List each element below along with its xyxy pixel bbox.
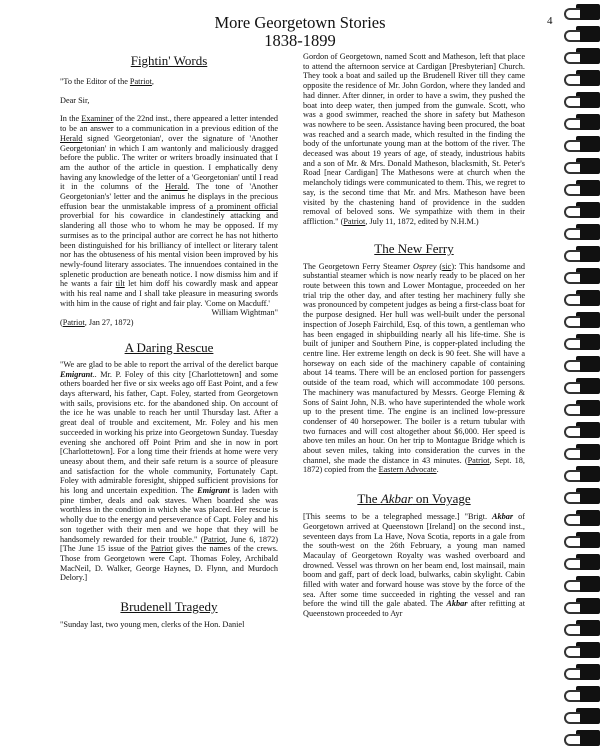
- binding-ring: [564, 206, 580, 218]
- ferry-body: The Georgetown Ferry Steamer Osprey (sic): This handsome and substantial steamer which is now nearly ready to be placed on her route between this town and Lower Montague, proceeded on her trial trip the other day, and after testing her machinery fully she was pronounced by competent judges as being a first-class boat for the purpose designed. Her hull was well-built under the personal inspection of Joseph Fairchild, Esq. of this town, a gentleman who has been engaged in shipbuilding nearly all his life-time. She is built of juniper and Southern Pine, is copper-plated including the centre line. Her extreme length on deck is 90 feet. She will have a horseway on each side of the machinery capable of containing about 14 teams. There will be an enclosed portion for passengers outside of the team road, which will accommodate 100 persons. The machinery was manufactured by Messrs. George Fleming & Sons of Saint John, N.B. who have superintended the whole work up to the present time. The engine is an inclined low-pressure condenser of 40 horsepower. The boiler is a return tubular with two furnaces and will cost altogether about $6,000. Her speed is above ten miles an hour. On her trip to Montague Bridge which is about seven miles, taking into consideration the curves in the channel, she made the distance in 43 minutes. (Patriot, Sept. 18, 1872) copied from the Eastern Advocate.: [303, 261, 525, 475]
- binding-ring: [564, 668, 580, 680]
- page-title-line2: 1838-1899: [264, 31, 336, 50]
- fightin-dear: Dear Sir,: [60, 95, 90, 105]
- binding-ring: [564, 74, 580, 86]
- binding-ring: [564, 514, 580, 526]
- binding-ring: [564, 118, 580, 130]
- fightin-heading: Fightin' Words: [130, 53, 208, 68]
- binding-ring: [564, 294, 580, 306]
- binding-ring: [564, 734, 580, 746]
- binding-ring: [564, 602, 580, 614]
- tragedy-body-cont: Gordon of Georgetown, named Scott and Matheson, left that place to attend the afternoon service at Cardigan [Presbyterian] Church. They took a boat and sailed up the Brudenell River till they came opposite the residence of Mr. John Gordon, where they landed and had dinner. After dinner, in order to have a swim, they pushed the boat into deep water, then jumped from the gunwale. Scott, who was a good swimmer, reached the shore in safety but Matheson was nowhere to be seen. Assistance having been procured, the boat was reached and a search made, which resulted in the finding the body of the unfortunate young man at the bottom of the river. The deceased was about 19 years of age, of steady, industrious habits and a son of Mr. & Mrs. Donald Matheson, blacksmith, St. Peter's Road [near Cardigan] The Mathesons were at church when the melancholy tidings were communicated to them. This, we regret to say, is the second time that Mr. and Mrs. Matheson have been visited by the chastening hand of providence in the sudden removal of beloved sons. We sympathize with them in their affliction." (Patriot, July 11, 1872, edited by N.H.M.): [303, 52, 525, 226]
- binding-ring: [564, 30, 580, 42]
- tragedy-body-start: "Sunday last, two young men, clerks of the Hon. Daniel: [60, 620, 245, 630]
- fightin-citation: (Patriot, Jan 27, 1872): [60, 318, 134, 328]
- binding-ring: [564, 646, 580, 658]
- binding-ring: [564, 316, 580, 328]
- binding-ring: [564, 338, 580, 350]
- binding-ring: [564, 228, 580, 240]
- left-column: [60, 54, 278, 630]
- binding-ring: [564, 558, 580, 570]
- binding-ring: [564, 404, 580, 416]
- akbar-body: [This seems to be a telegraphed message.] "Brigt. Akbar of Georgetown arrived at Queenstown [Ireland] on the second inst., seventeen days from La Have, Nova Scotia, reports in a gale from the south-west on the 26th February, a young man named Macaulay of Georgetown Royalty was washed overboard and drowned. Vessel was thrown on her beam end, lost mainsail, main boom and gaff, part of deck load, bulwarks, cabin skylight. Cabin filled with water and forward house was stove by the force of the sea. After some time succeeded in righting the vessel and ran before the wind till the gale abated. The Akbar after refitting at Queenstown proceeded to Ayr: [303, 512, 526, 619]
- binding-ring: [564, 382, 580, 394]
- binding-ring: [564, 250, 580, 262]
- page-title-line1: More Georgetown Stories: [214, 13, 386, 32]
- binding-ring: [564, 448, 580, 460]
- binding-ring: [564, 272, 580, 284]
- binding-ring: [564, 712, 580, 724]
- binding-ring: [564, 536, 580, 548]
- binding-ring: [564, 426, 580, 438]
- binding-ring: [564, 140, 580, 152]
- binding-ring: [564, 690, 580, 702]
- binding-ring: [564, 470, 580, 482]
- binding-ring: [564, 184, 580, 196]
- binding-ring: [564, 492, 580, 504]
- right-column: [303, 52, 525, 619]
- binding-ring: [564, 8, 580, 20]
- rescue-body: "We are glad to be able to report the arrival of the derelict barque Emigrant.. Mr. P. Foley of this city [Charlottetown] and some others boarded her five or six weeks ago off East Point, and a few days afterward, his father, Capt. Foley, started from Georgetown with sails, provisions etc. for the abandoned ship. On account of the ice he was unable to reach her until Thursday last. After a great deal of trouble and excitement, Mr. Foley and his men succeeded in working his prize into Georgetown Sunday. Tuesday evening she anchored off Point Prim and she in now in port [Charlottetown]. For a long time their friends at home were very uneasy about them, and their safe return is a source of pleasure and satisfaction for the whole community, Fortunately Capt. Foley with admirable foresight, shipped sufficient provisions for his long and uncertain expedition. The Emigrant is laden with pine timber, deals and oak staves. When boarded she was worthless in the condition in which she was placed. Her rescue is wholly due to the energy and perseverance of Capt. Foley and his son together with their men and we hope that they will be handsomely rewarded for their trouble." (Patriot, June 6, 1872) [The June 15 issue of the Patriot gives the names of the crews. Those from Georgetown were Capt. Thomas Foley, Archibald MacNeil, D. Walker, George Haynes, D. Flynn, and Murdoch Delory.]: [60, 359, 278, 583]
- ferry-heading: The New Ferry: [374, 240, 454, 256]
- akbar-heading: The Akbar on Voyage: [357, 491, 471, 507]
- rescue-heading: A Daring Rescue: [124, 339, 214, 355]
- binding-ring: [564, 162, 580, 174]
- fightin-signature: William Wightman": [211, 308, 278, 318]
- spiral-binding: [568, 0, 600, 754]
- fightin-salutation: "To the Editor of the Patriot,: [60, 77, 154, 86]
- fightin-body: In the Examiner of the 22nd inst., there appeared a letter intended to be an answer to a communication in a previous edition of the Herald signed 'Georgetonian', over the signature of 'Another Georgetonian' in which I am wantonly and maliciously dragged before the public. The writer or writers broadly insinuated that I am the author of the article in question. I emphatically deny having any knowledge of the letter of a 'Georgetonian' until I read it in the columns of the Herald. The tone of 'Another Georgetonian's' letter and the animus he displays in the precious effusion bear the unmistakable impress of a prominent official proverbial for his cowardice in clandestinely attacking and slandering all those who to whom he may be opposed. If my surmises as to the principal author are correct he has not hitherto been distinguished for his brilliancy of intellect or literary talent nor has the obtuseness of his mental vision been improved by his newly-found literary associates. The innuendoes contained in the splenetic production are beneath notice. I now dismiss him and if he wants a fair tilt let him doff his cowardly mask and appear with his real name and I shall take pleasure in measuring swords with him in the cause of right and fair play. 'Come on Macduff.': [60, 114, 278, 308]
- binding-ring: [564, 580, 580, 592]
- page-number: 4: [547, 15, 553, 27]
- binding-ring: [564, 96, 580, 108]
- binding-ring: [564, 360, 580, 372]
- binding-ring: [564, 624, 580, 636]
- binding-ring: [564, 52, 580, 64]
- tragedy-heading: Brudenell Tragedy: [120, 599, 218, 615]
